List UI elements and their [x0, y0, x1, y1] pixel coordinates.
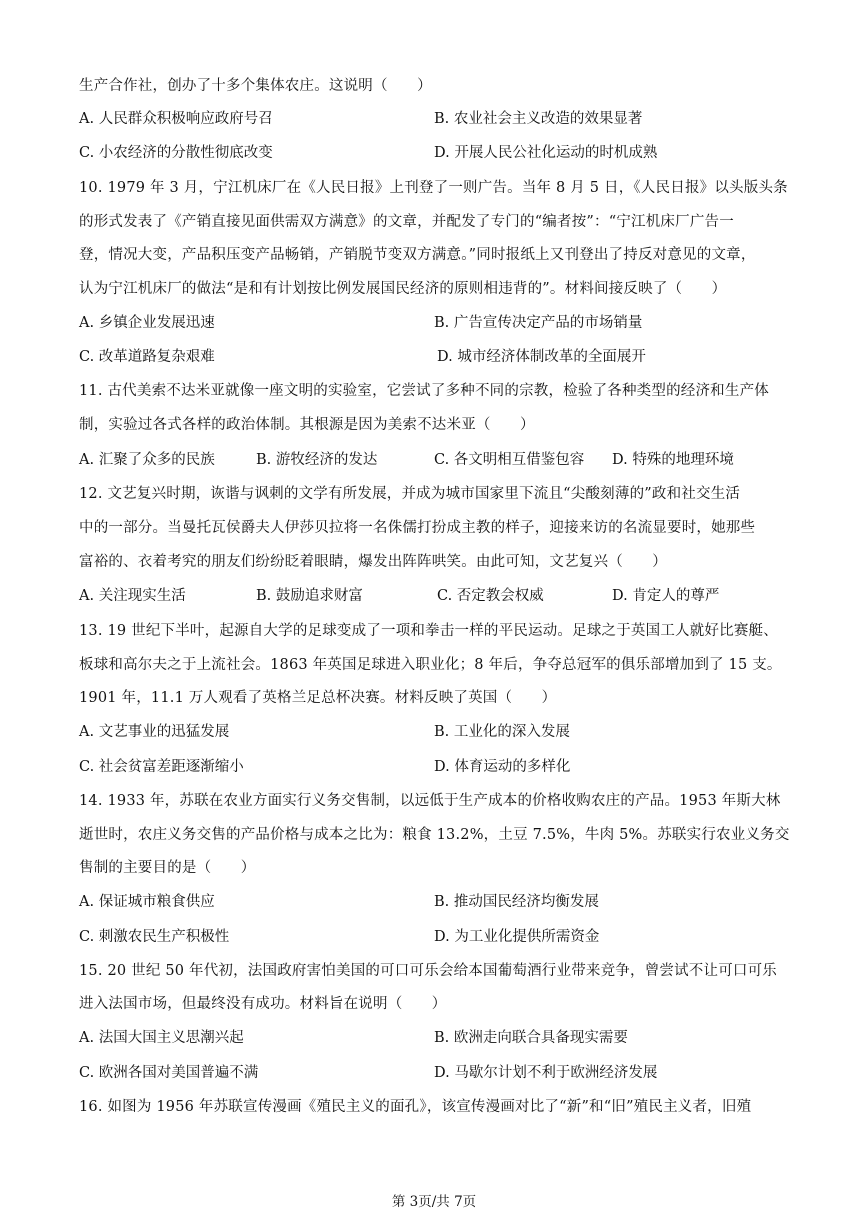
- q9-stem: 生产合作社，创办了十多个集体农庄。这说明（ ）: [79, 78, 432, 94]
- q15-stem-line: 15. 20 世纪 50 年代初，法国政府害怕美国的可口可乐会给本国葡萄酒行业带来竞争，曾尝试不让可口可乐: [79, 963, 777, 979]
- q15-option-b: B. 欧洲走向联合具备现实需要: [434, 1030, 628, 1046]
- q14-option-d: D. 为工业化提供所需资金: [434, 929, 600, 945]
- q14-option-b: B. 推动国民经济均衡发展: [434, 894, 599, 910]
- q11-option-c: C. 各文明相互借鉴包容: [434, 452, 585, 468]
- q10-option-b: B. 广告宣传决定产品的市场销量: [434, 315, 643, 331]
- q13-option-d: D. 体育运动的多样化: [434, 759, 571, 775]
- q11-option-a: A. 汇聚了众多的民族: [79, 452, 215, 468]
- q12-option-b: B. 鼓励追求财富: [256, 588, 363, 604]
- page-footer: 第 3页/共 7页: [391, 1194, 477, 1210]
- q13-option-b: B. 工业化的深入发展: [434, 724, 570, 740]
- q9-option-c: C. 小农经济的分散性彻底改变: [79, 145, 273, 161]
- q10-stem-line: 的形式发表了《产销直接见面供需双方满意》的文章，并配发了专门的“编者按”：“宁江机床厂广告一: [79, 214, 734, 230]
- q10-stem-line: 认为宁江机床厂的做法“是和有计划按比例发展国民经济的原则相违背的”。材料间接反映了（ ）: [79, 281, 727, 297]
- q13-stem-line: 13. 19 世纪下半叶，起源自大学的足球变成了一项和拳击一样的平民运动。足球之于英国工人就好比赛艇、: [79, 623, 778, 639]
- q12-stem-line: 中的一部分。当曼托瓦侯爵夫人伊莎贝拉将一名侏儒打扮成主教的样子，迎接来访的名流显要时，她那些: [79, 520, 756, 536]
- q11-option-d: D. 特殊的地理环境: [612, 452, 734, 468]
- q15-stem-line: 进入法国市场，但最终没有成功。材料旨在说明（ ）: [79, 996, 447, 1012]
- q15-option-c: C. 欧洲各国对美国普遍不满: [79, 1065, 259, 1081]
- q13-option-c: C. 社会贫富差距逐渐缩小: [79, 759, 244, 775]
- q10-option-d: D. 城市经济体制改革的全面展开: [437, 349, 646, 365]
- q12-option-d: D. 肯定人的尊严: [612, 588, 720, 604]
- q16-stem-line: 16. 如图为 1956 年苏联宣传漫画《殖民主义的面孔》，该宣传漫画对比了“新”和“旧”殖民主义者，旧殖: [79, 1099, 752, 1115]
- q11-stem-line: 制，实验过各式各样的政治体制。其根源是因为美索不达米亚（ ）: [79, 417, 535, 433]
- q9-option-d: D. 开展人民公社化运动的时机成熟: [434, 145, 658, 161]
- q12-stem-line: 12. 文艺复兴时期，诙谐与讽刺的文学有所发展，并成为城市国家里下流且“尖酸刻薄的”政和社交生活: [79, 486, 741, 502]
- q15-option-d: D. 马歇尔计划不利于欧洲经济发展: [434, 1065, 658, 1081]
- q12-stem-line: 富裕的、衣着考究的朋友们纷纷眨着眼睛，爆发出阵阵哄笑。由此可知，文艺复兴（ ）: [79, 554, 667, 570]
- q11-option-b: B. 游牧经济的发达: [256, 452, 378, 468]
- q15-option-a: A. 法国大国主义思潮兴起: [79, 1030, 244, 1046]
- q14-stem-line: 售制的主要目的是（ ）: [79, 860, 256, 876]
- q13-stem-line: 板球和高尔夫之于上流社会。1863 年英国足球进入职业化；8 年后，争夺总冠军的俱乐部增加到了 15 支。: [79, 657, 782, 673]
- q10-stem-line: 10. 1979 年 3 月，宁江机床厂在《人民日报》上刊登了一则广告。当年 8 月 5 日，《人民日报》以头版头条: [79, 180, 788, 196]
- q9-option-a: A. 人民群众积极响应政府号召: [79, 111, 273, 127]
- q12-option-c: C. 否定教会权威: [437, 588, 544, 604]
- q14-stem-line: 逝世时，农庄义务交售的产品价格与成本之比为：粮食 13.2%，土豆 7.5%，牛肉 5%。苏联实行农业义务交: [79, 827, 790, 843]
- q11-stem-line: 11. 古代美索不达米亚就像一座文明的实验室，它尝试了多种不同的宗教，检验了各种类型的经济和生产体: [79, 383, 769, 399]
- q13-option-a: A. 文艺事业的迅猛发展: [79, 724, 230, 740]
- q14-option-a: A. 保证城市粮食供应: [79, 894, 215, 910]
- q10-stem-line: 登，情况大变，产品积压变产品畅销，产销脱节变双方满意。”同时报纸上又刊登出了持反对意见的文章，: [79, 247, 756, 263]
- q10-option-a: A. 乡镇企业发展迅速: [79, 315, 215, 331]
- q10-option-c: C. 改革道路复杂艰难: [79, 349, 215, 365]
- q14-option-c: C. 刺激农民生产积极性: [79, 929, 230, 945]
- q13-stem-line: 1901 年，11.1 万人观看了英格兰足总杯决赛。材料反映了英国（ ）: [79, 690, 557, 706]
- q9-option-b: B. 农业社会主义改造的效果显著: [434, 111, 643, 127]
- q12-option-a: A. 关注现实生活: [79, 588, 186, 604]
- q14-stem-line: 14. 1933 年，苏联在农业方面实行义务交售制，以远低于生产成本的价格收购农庄的产品。1953 年斯大林: [79, 793, 781, 809]
